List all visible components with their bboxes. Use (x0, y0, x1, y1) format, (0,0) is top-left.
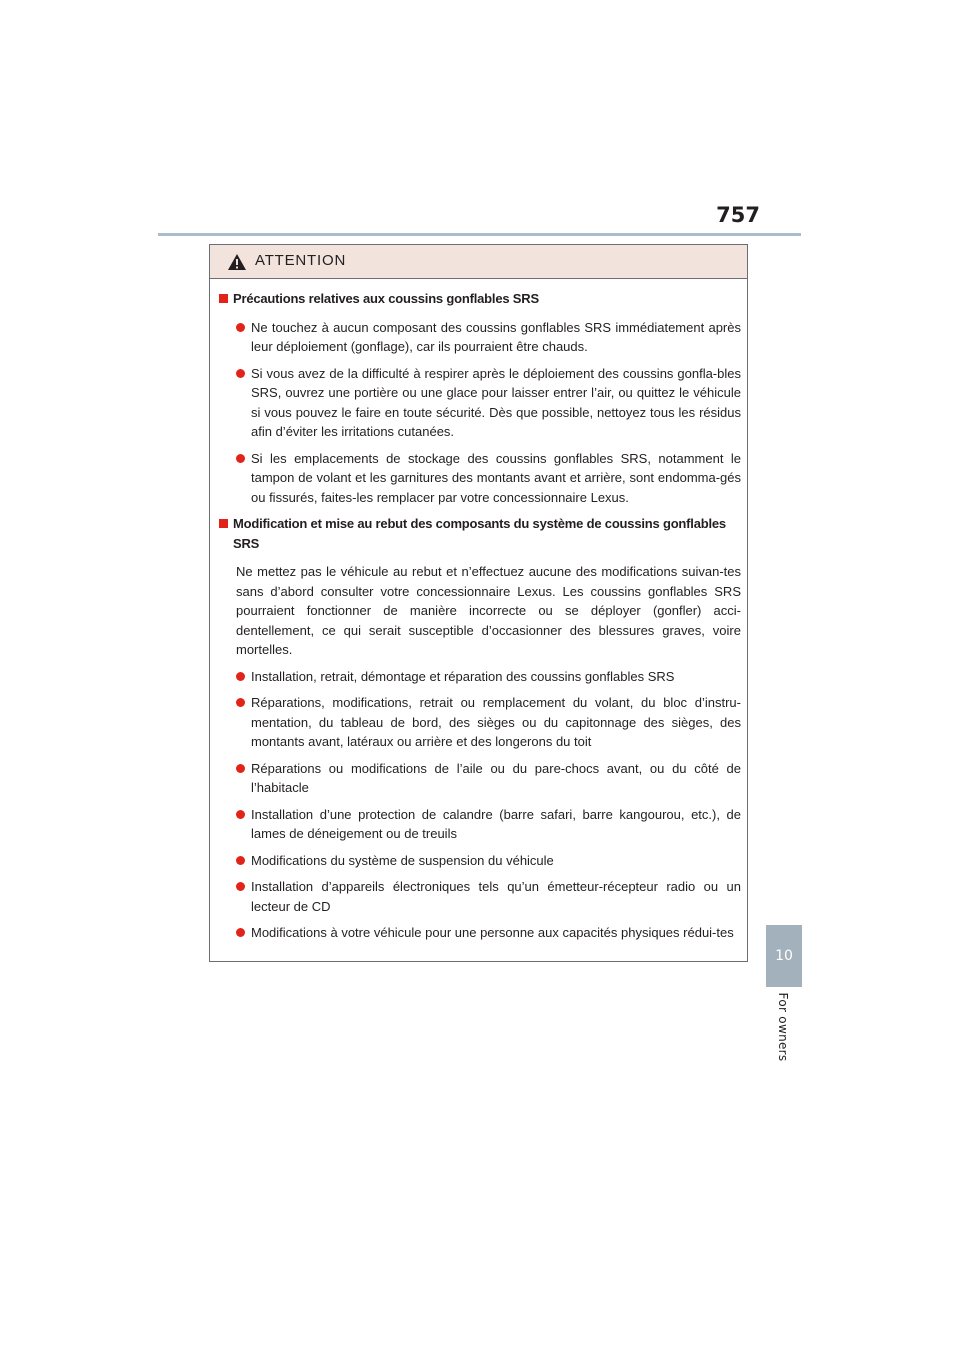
chapter-tab: 10 (766, 925, 802, 987)
list-item-text: Installation, retrait, démontage et réparation des coussins gonflables SRS (251, 668, 675, 684)
round-bullet-icon (236, 882, 245, 891)
list-item-text: Si les emplacements de stockage des coussins gonflables SRS, notamment le tampon de volant et les garnitures des montants avant et arrière, sont endomma-gés ou fissurés, faites-les remplacer par votre concessionnaire Lexus. (251, 450, 741, 505)
list-item-text: Installation d’une protection de calandre (barre safari, barre kangourou, etc.), de lames de déneigement ou de treuils (251, 806, 741, 841)
header-rule (158, 233, 801, 236)
list-item-text: Modifications du système de suspension du véhicule (251, 852, 554, 868)
list-item (236, 318, 741, 357)
section-heading-text: Précautions relatives aux coussins gonflables SRS (233, 291, 539, 306)
section-heading-text: Modification et mise au rebut des composants du système de coussins gonflables SRS (233, 516, 726, 551)
round-bullet-icon (236, 672, 245, 681)
round-bullet-icon (236, 810, 245, 819)
warning-triangle-icon (227, 253, 247, 271)
list-item (236, 693, 741, 752)
list-item (236, 923, 741, 943)
square-bullet-icon (219, 519, 228, 528)
list-item (236, 877, 741, 916)
attention-header (210, 245, 747, 279)
section-heading (219, 289, 741, 309)
list-item (236, 364, 741, 442)
list-item-text: Modifications à votre véhicule pour une personne aux capacités physiques rédui-tes (251, 925, 734, 940)
list-item (236, 759, 741, 798)
attention-body (210, 279, 747, 943)
round-bullet-icon (236, 454, 245, 463)
round-bullet-icon (236, 369, 245, 378)
round-bullet-icon (236, 928, 245, 937)
chapter-label: For owners (776, 992, 790, 1062)
round-bullet-icon (236, 323, 245, 332)
list-item (236, 449, 741, 508)
list-item-text: Réparations, modifications, retrait ou remplacement du volant, du bloc d’instru-mentation, du tableau de bord, des sièges ou du capitonnage des sièges, des montants avant, latéraux ou arrière et des longerons du toit (251, 695, 741, 749)
section-paragraph: Ne mettez pas le véhicule au rebut et n’effectuez aucune des modifications suivan-tes sans d’abord consulter votre concessionnaire Lexus. Les coussins gonflables SRS pourraient fonctionner de manière incorrecte ou se déployer (gonfler) acci-dentellement, ce qui serait susceptible d’occasionner des blessures graves, voire mortelles. (236, 564, 741, 657)
list-item (236, 851, 741, 871)
list-item-text: Si vous avez de la difficulté à respirer après le déploiement des coussins gonfla-bles SRS, ouvrez une portière ou une glace pour laisser entrer l’air, ou quittez le véhicule si vous pouvez le faire en toute sécurité. Dès que possible, nettoyez tous les résidus afin d’éviter les irritations cutanées. (251, 365, 741, 439)
attention-title: ATTENTION (255, 252, 347, 269)
attention-box (209, 244, 748, 962)
round-bullet-icon (236, 856, 245, 865)
list-item (236, 667, 741, 687)
round-bullet-icon (236, 764, 245, 773)
page-number: 757 (716, 203, 760, 227)
list-item-text: Ne touchez à aucun composant des coussins gonflables SRS immédiatement après leur déploiement (gonflage), car ils pourraient être chauds. (251, 319, 741, 354)
section-heading (219, 514, 741, 553)
round-bullet-icon (236, 698, 245, 707)
list-item-text: Installation d’appareils électroniques tels qu’un émetteur-récepteur radio ou un lecteur de CD (251, 879, 741, 914)
list-item (236, 805, 741, 844)
list-item-text: Réparations ou modifications de l’aile ou du pare-chocs avant, ou du côté de l’habitacle (251, 760, 741, 795)
square-bullet-icon (219, 294, 228, 303)
